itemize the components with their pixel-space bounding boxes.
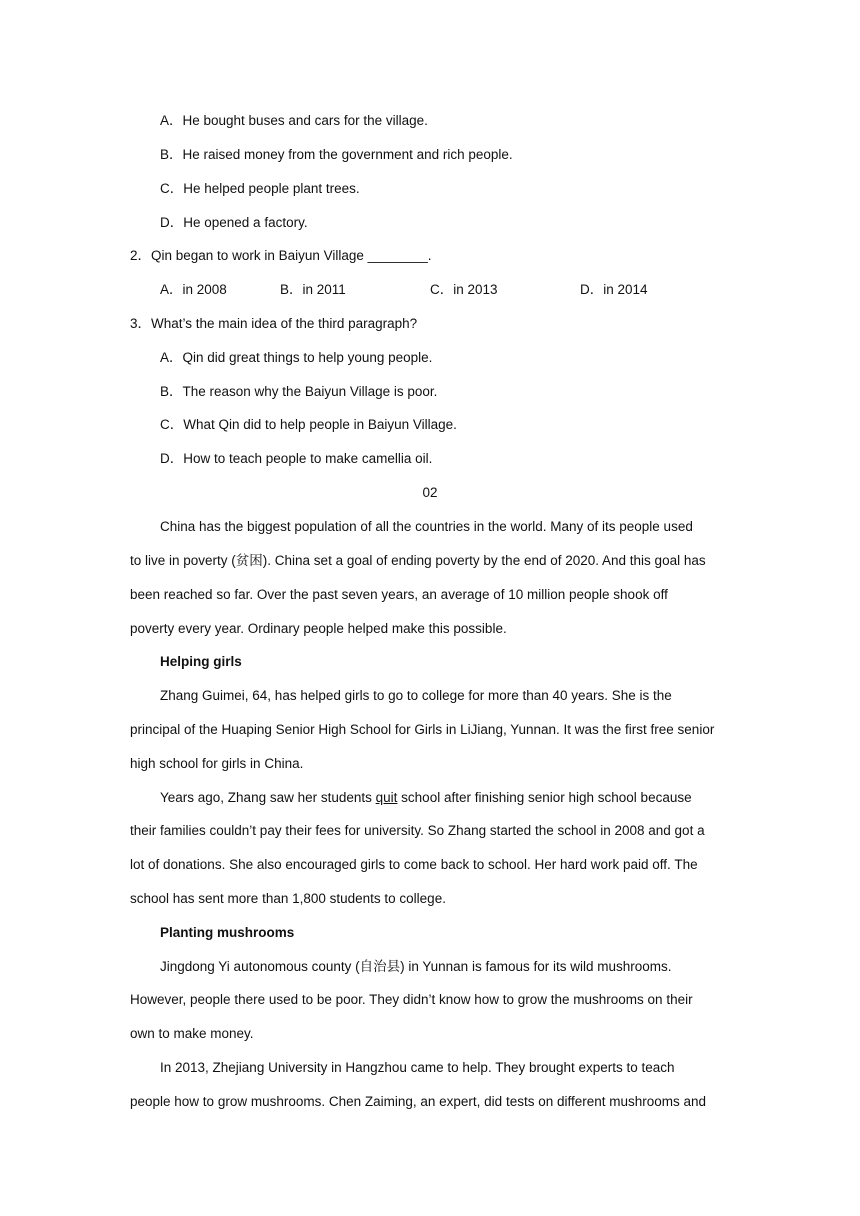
q3-option-d: D．How to teach people to make camellia oil. (160, 451, 433, 466)
paragraph-line: China has the biggest population of all the countries in the world. Many of its people used (160, 519, 693, 534)
section-heading: Helping girls (160, 654, 242, 669)
paragraph-line: people how to grow mushrooms. Chen Zaiming, an expert, did tests on different mushrooms and (130, 1094, 707, 1109)
underlined-word: quit (375, 790, 398, 805)
text-span: school after finishing senior high school because (397, 790, 692, 805)
section-heading: Planting mushrooms (160, 925, 295, 940)
paragraph-line: high school for girls in China. (130, 756, 304, 771)
paragraph-line: In 2013, Zhejiang University in Hangzhou came to help. They brought experts to teach (160, 1060, 675, 1075)
q3-option-b: B．The reason why the Baiyun Village is poor. (160, 384, 438, 399)
q2-option-c: C．in 2013 (430, 282, 498, 297)
text-span: Years ago, Zhang saw her students (160, 790, 376, 805)
paragraph-line: Zhang Guimei, 64, has helped girls to go to college for more than 40 years. She is the (160, 688, 672, 703)
paragraph-line: school has sent more than 1,800 students to college. (130, 891, 446, 906)
q2-option-a: A．in 2008 (160, 282, 227, 297)
paragraph-line (160, 789, 760, 807)
q2-option-b: B．in 2011 (280, 282, 346, 297)
q3-option-c: C．What Qin did to help people in Baiyun Village. (160, 417, 457, 432)
paragraph-line: Jingdong Yi autonomous county (自治县) in Yunnan is famous for its wild mushrooms. (160, 959, 672, 974)
paragraph-line: their families couldn’t pay their fees for university. So Zhang started the school in 2008 and got a (130, 823, 705, 838)
q2-stem: 2．Qin began to work in Baiyun Village ________. (130, 248, 432, 263)
q1-option-d: D．He opened a factory. (160, 215, 308, 230)
paragraph-line: principal of the Huaping Senior High School for Girls in LiJiang, Yunnan. It was the first free senior (130, 722, 715, 737)
q3-option-a: A．Qin did great things to help young people. (160, 350, 433, 365)
q3-stem: 3．What’s the main idea of the third paragraph? (130, 316, 418, 331)
paragraph-line: been reached so far. Over the past seven years, an average of 10 million people shook off (130, 587, 668, 602)
paragraph-line: poverty every year. Ordinary people helped make this possible. (130, 621, 507, 636)
section-number: 02 (422, 485, 438, 500)
q2-option-d: D．in 2014 (580, 282, 648, 297)
q1-option-c: C．He helped people plant trees. (160, 181, 360, 196)
q1-option-b: B．He raised money from the government and rich people. (160, 147, 513, 162)
paragraph-line: to live in poverty (贫困). China set a goal of ending poverty by the end of 2020. And this goal has (130, 553, 706, 568)
paragraph-line: own to make money. (130, 1026, 254, 1041)
q1-option-a: A．He bought buses and cars for the village. (160, 113, 428, 128)
paragraph-line: lot of donations. She also encouraged girls to come back to school. Her hard work paid off. The (130, 857, 698, 872)
paragraph-line: However, people there used to be poor. They didn’t know how to grow the mushrooms on their (130, 992, 693, 1007)
